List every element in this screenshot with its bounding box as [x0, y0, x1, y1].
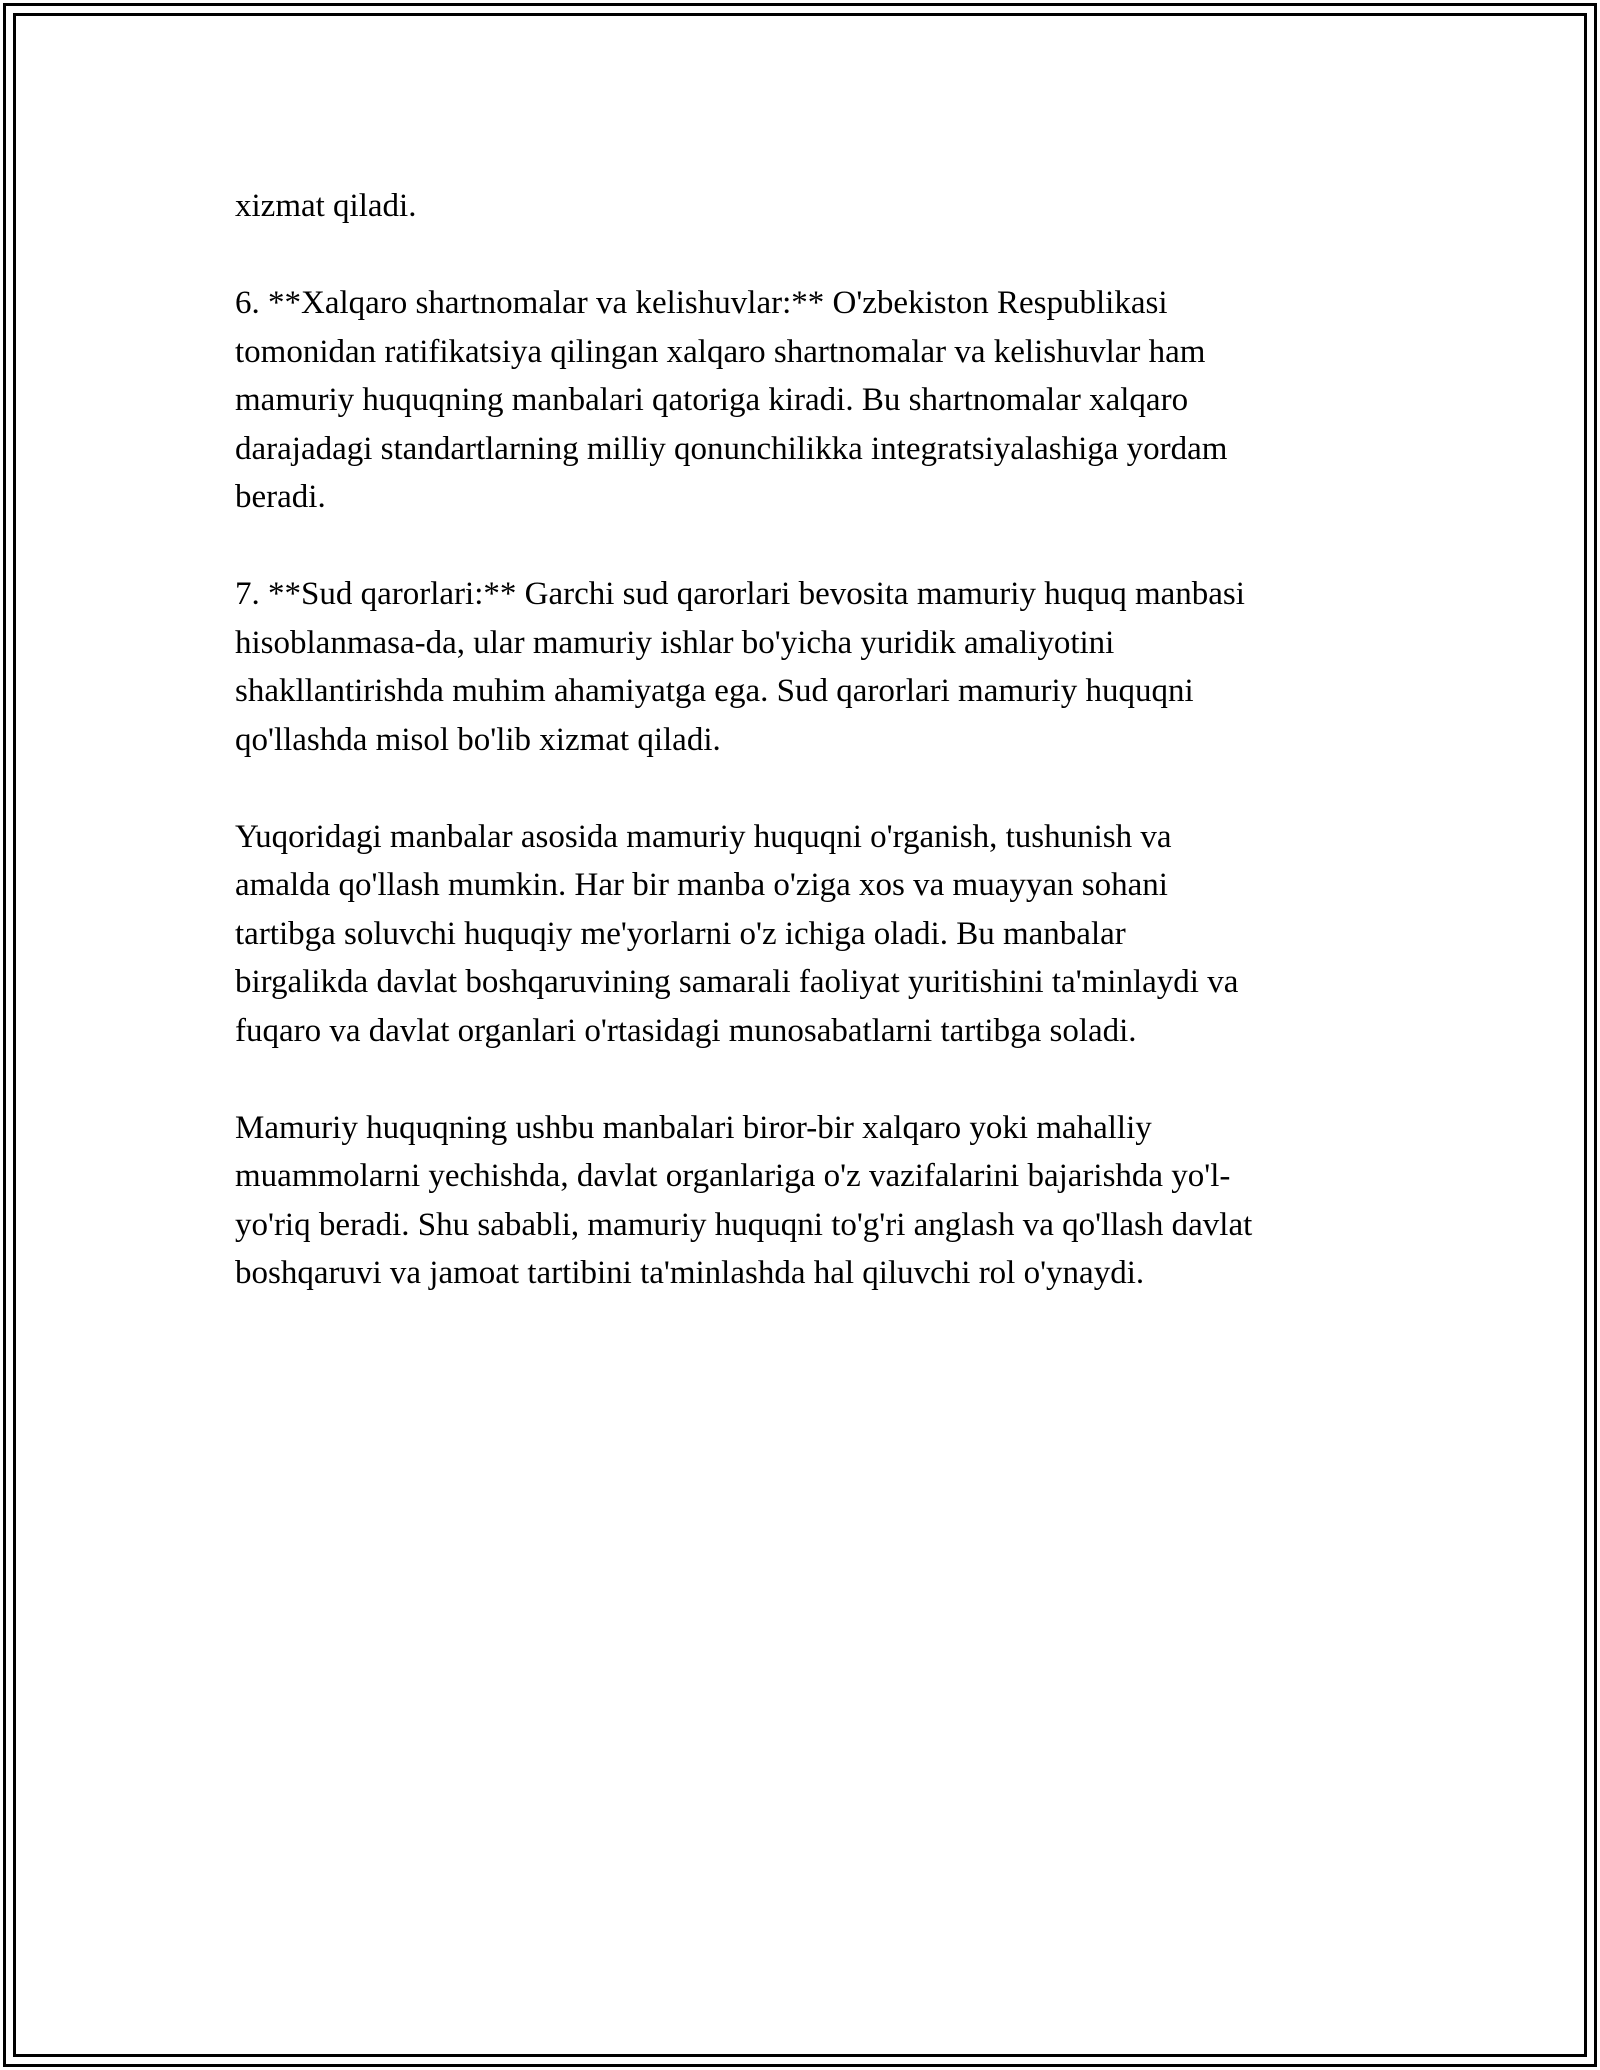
- paragraph-continuation: [235, 182, 1375, 231]
- text-line: Yuqoridagi manbalar asosida mamuriy huquqni o'rganish, tushunish va: [235, 818, 1172, 855]
- text-line: 7. **Sud qarorlari:** Garchi sud qarorlari bevosita mamuriy huquq manbasi: [235, 576, 1245, 612]
- text-line: muammolarni yechishda, davlat organlariga o'z vazifalarini bajarishda yo'l-: [235, 1158, 1231, 1194]
- text-line: mamuriy huquqning manbalari qatoriga kiradi. Bu shartnomalar xalqaro: [235, 382, 1189, 418]
- text-line: 6. **Xalqaro shartnomalar va kelishuvlar:** O'zbekiston Respublikasi: [235, 285, 1168, 321]
- text-line: tartibga soluvchi huquqiy me'yorlarni o'z ichiga oladi. Bu manbalar: [235, 915, 1126, 952]
- text-line: hisoblanmasa-da, ular mamuriy ishlar bo'yicha yuridik amaliyotini: [235, 624, 1115, 661]
- text-line: yo'riq beradi. Shu sababli, mamuriy huquqni to'g'ri anglash va qo'llash davlat: [235, 1206, 1253, 1243]
- paragraph-conclusion: [235, 1104, 1375, 1298]
- text-line: amalda qo'llash mumkin. Har bir manba o'ziga xos va muayyan sohani: [235, 867, 1168, 903]
- text-line: boshqaruvi va jamoat tartibini ta'minlashda hal qiluvchi rol o'ynaydi.: [235, 1255, 1145, 1291]
- text-line: qo'llashda misol bo'lib xizmat qiladi.: [235, 721, 721, 758]
- page-content: [235, 182, 1375, 1346]
- text-line: tomonidan ratifikatsiya qilingan xalqaro shartnomalar va kelishuvlar ham: [235, 333, 1206, 370]
- text-line: beradi.: [235, 479, 326, 515]
- text-line: shakllantirishda muhim ahamiyatga ega. Sud qarorlari mamuriy huquqni: [235, 673, 1194, 709]
- text-line: fuqaro va davlat organlari o'rtasidagi munosabatlarni tartibga soladi.: [235, 1012, 1137, 1049]
- text-line: darajadagi standartlarning milliy qonunchilikka integratsiyalashiga yordam: [235, 430, 1228, 467]
- text-line: Mamuriy huquqning ushbu manbalari biror-bir xalqaro yoki mahalliy: [235, 1109, 1152, 1146]
- text-line: xizmat qiladi.: [235, 188, 417, 224]
- paragraph-court-decisions: [235, 570, 1375, 764]
- text-line: birgalikda davlat boshqaruvining samarali faoliyat yuritishini ta'minlaydi va: [235, 964, 1239, 1000]
- paragraph-international-treaties: [235, 279, 1375, 522]
- paragraph-summary: [235, 813, 1375, 1056]
